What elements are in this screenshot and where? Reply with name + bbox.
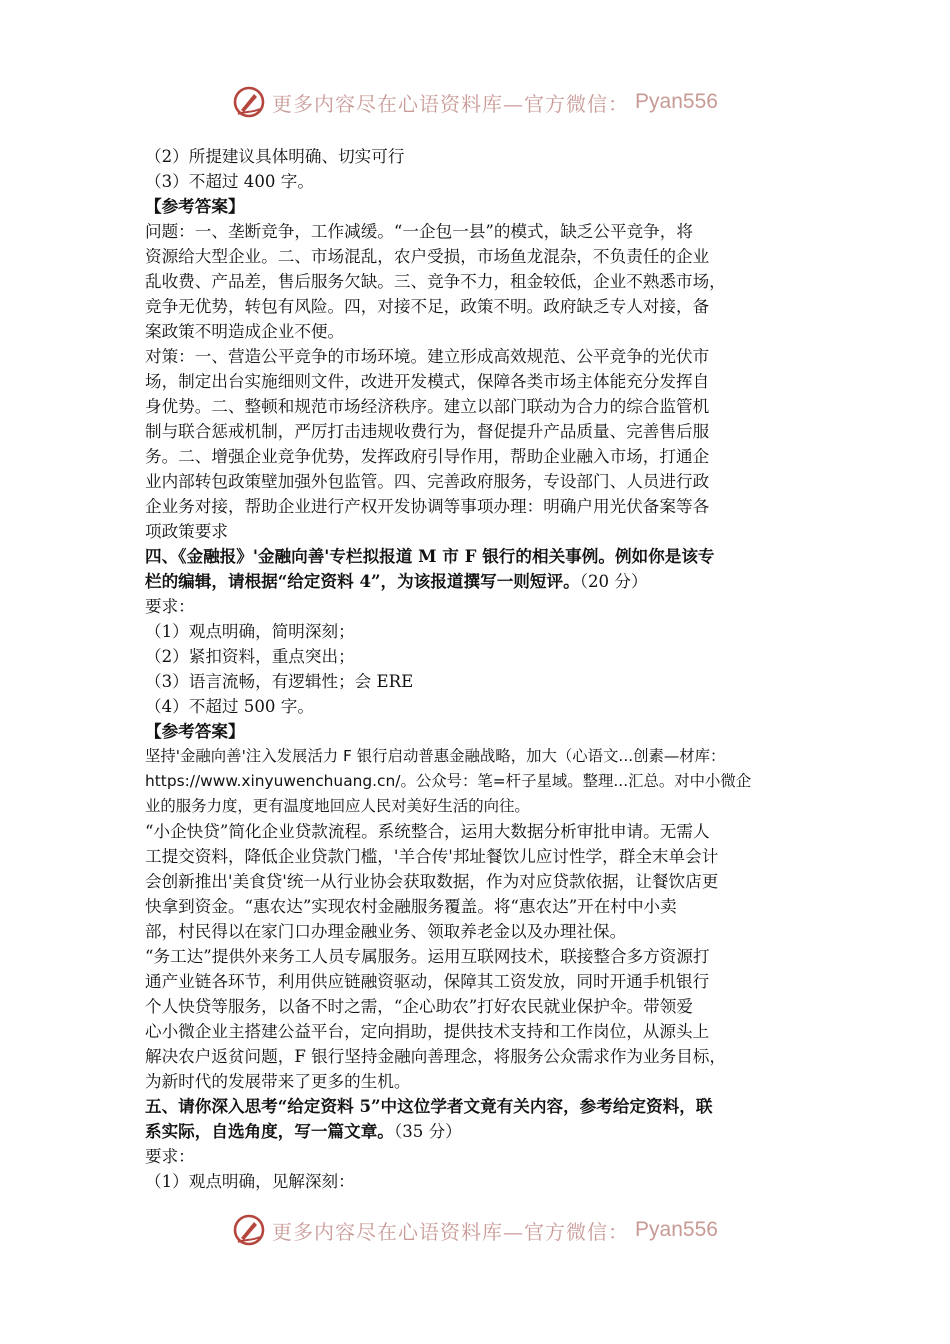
text-line-content: 会创新推出'美食贷'统一从行业协会获取数据，作为对应贷款依据，让餐饮店更: [145, 872, 719, 891]
text-line: [145, 619, 813, 644]
header-text: 更多内容尽在心语资料库—官方微信：: [272, 91, 630, 116]
header-banner: [0, 80, 950, 124]
text-line-content: 栏的编辑，请根据“给定资料 4”，为该报道撰写一则短评。: [145, 571, 580, 591]
text-line: [145, 1069, 813, 1094]
text-line: [145, 194, 813, 219]
text-line-content: 资源给大型企业。二、市场混乱，农户受损，市场鱼龙混杂，不负责任的企业: [145, 247, 710, 266]
text-line: [145, 844, 813, 869]
text-line: [145, 294, 813, 319]
text-line: [145, 519, 813, 544]
text-line: [145, 694, 813, 719]
text-line: [145, 919, 813, 944]
text-line: [145, 594, 813, 619]
text-line-content: 身优势。二、整顿和规范市场经济秩序。建立以部门联动为合力的综合监管机: [145, 397, 710, 416]
text-line-content: 五、请你深入思考“给定资料 5”中这位学者文竟有关内容，参考给定资料，联: [145, 1096, 713, 1116]
text-line: [145, 494, 813, 519]
text-line: [145, 869, 813, 894]
text-line: [145, 719, 813, 744]
text-line-content: 个人快贷等服务，以备不时之需，“企心助农”打好农民就业保护伞。带领爱: [145, 997, 693, 1016]
document-body: [145, 144, 813, 1194]
text-line: [145, 144, 813, 169]
text-line-content: 【参考答案】: [145, 721, 245, 741]
text-line-content: 系实际，自选角度，写一篇文章。: [145, 1121, 394, 1141]
text-line-content: 场，制定出台实施细则文件，改进开发模式，保障各类市场主体能充分发挥自: [145, 372, 710, 391]
text-line: [145, 769, 813, 794]
text-line: [145, 819, 813, 844]
text-line-content: 【参考答案】: [145, 196, 245, 216]
text-line: [145, 444, 813, 469]
text-line-content: 业内部转包政策壁加强外包监管。四、完善政府服务，专设部门、人员进行政: [145, 472, 710, 491]
text-line-content: 问题：一、垄断竞争，工作减缓。“一企包一县”的模式，缺乏公平竞争，将: [145, 222, 693, 241]
text-line: [145, 569, 813, 594]
text-line-content: 业的服务力度，更有温度地回应人民对美好生活的向往。: [145, 797, 530, 815]
pen-seal-icon: [232, 1213, 266, 1247]
text-line: [145, 969, 813, 994]
footer-wechat-id: Pyan556: [635, 1218, 718, 1241]
text-line: [145, 469, 813, 494]
text-line: [145, 1019, 813, 1044]
text-line-content: （1）观点明确，简明深刻；: [145, 622, 355, 641]
text-line-content: 制与联合惩戒机制，严厉打击违规收费行为，督促提升产品质量、完善售后服: [145, 422, 710, 441]
text-line-content: 案政策不明造成企业不便。: [145, 322, 345, 341]
text-line-content: （3）不超过 400 字。: [145, 172, 314, 191]
text-line: [145, 644, 813, 669]
text-line: [145, 169, 813, 194]
text-line-content: “务工达”提供外来务工人员专属服务。运用互联网技术，联接整合多方资源打: [145, 947, 710, 966]
text-line: [145, 1144, 813, 1169]
text-line-content: （2）紧扣资料，重点突出；: [145, 647, 355, 666]
text-line-content: 务。二、增强企业竞争优势，发挥政府引导作用，帮助企业融入市场，打通企: [145, 447, 710, 466]
text-line-content: （3）语言流畅，有逻辑性；会 ERE: [145, 672, 414, 691]
text-line-content: （1）观点明确，见解深刻：: [145, 1172, 355, 1191]
text-line: [145, 369, 813, 394]
footer-banner: [0, 1208, 950, 1252]
text-line: [145, 319, 813, 344]
text-line-content: 四、《金融报》'金融向善'专栏拟报道 M 市 F 银行的相关事例。例如你是该专: [145, 546, 715, 566]
text-line-content: 竞争无优势，转包有风险。四，对接不足，政策不明。政府缺乏专人对接，备: [145, 297, 710, 316]
text-line-content: 乱收费、产品差，售后服务欠缺。三、竞争不力，租金较低，企业不熟悉市场，: [145, 272, 726, 291]
score-note: （20 分）: [579, 572, 648, 591]
text-line: [145, 1169, 813, 1194]
text-line: [145, 944, 813, 969]
text-line: [145, 894, 813, 919]
text-line-content: 通产业链各环节，利用供应链融资驱动，保障其工资发放，同时开通手机银行: [145, 972, 710, 991]
text-line-content: 心小微企业主搭建公益平台，定向捐助，提供技术支持和工作岗位，从源头上: [145, 1022, 710, 1041]
text-line: [145, 1119, 813, 1144]
header-wechat-id: Pyan556: [635, 90, 718, 113]
score-note: （35 分）: [393, 1122, 462, 1141]
text-line: [145, 219, 813, 244]
text-line-content: （2）所提建议具体明确、切实可行: [145, 147, 405, 166]
text-line: [145, 994, 813, 1019]
text-line: [145, 1094, 813, 1119]
text-line: [145, 1044, 813, 1069]
text-line: [145, 744, 813, 769]
text-line-content: 要求：: [145, 597, 195, 616]
text-line-content: 解决农户返贫问题，F 银行坚持金融向善理念，将服务公众需求作为业务目标，: [145, 1047, 726, 1066]
text-line-content: 部，村民得以在家门口办理金融业务、领取养老金以及办理社保。: [145, 922, 627, 941]
text-line: [145, 394, 813, 419]
text-line-content: 快拿到资金。“惠农达”实现农村金融服务覆盖。将“惠农达”开在村中小卖: [145, 897, 677, 916]
footer-text: 更多内容尽在心语资料库—官方微信：: [272, 1219, 630, 1244]
text-line-content: 企业务对接，帮助企业进行产权开发协调等事项办理：明确户用光伏备案等各: [145, 497, 710, 516]
text-line-content: “小企快贷”简化企业贷款流程。系统整合，运用大数据分析审批申请。无需人: [145, 822, 710, 841]
text-line-content: https://www.xinyuwenchuang.cn/。公众号：笔=杆子星域。整理...汇总。对中小微企: [145, 772, 752, 790]
text-line-content: （4）不超过 500 字。: [145, 697, 314, 716]
text-line: [145, 669, 813, 694]
pen-seal-icon: [232, 85, 266, 119]
text-line-content: 工提交资料，降低企业贷款门槛，'羊合传'邦址餐饮儿应讨性学，群全末单会计: [145, 847, 719, 866]
text-line-content: 要求：: [145, 1147, 195, 1166]
text-line: [145, 244, 813, 269]
text-line-content: 为新时代的发展带来了更多的生机。: [145, 1072, 411, 1091]
text-line-content: 坚持'金融向善'注入发展活力 F 银行启动普惠金融战略，加大（心语文...创素—材库：: [145, 747, 726, 765]
text-line-content: 对策：一、营造公平竞争的市场环境。建立形成高效规范、公平竞争的光伏市: [145, 347, 710, 366]
text-line: [145, 344, 813, 369]
text-line: [145, 419, 813, 444]
text-line: [145, 269, 813, 294]
text-line-content: 项政策要求: [145, 522, 228, 541]
text-line: [145, 544, 813, 569]
text-line: [145, 794, 813, 819]
